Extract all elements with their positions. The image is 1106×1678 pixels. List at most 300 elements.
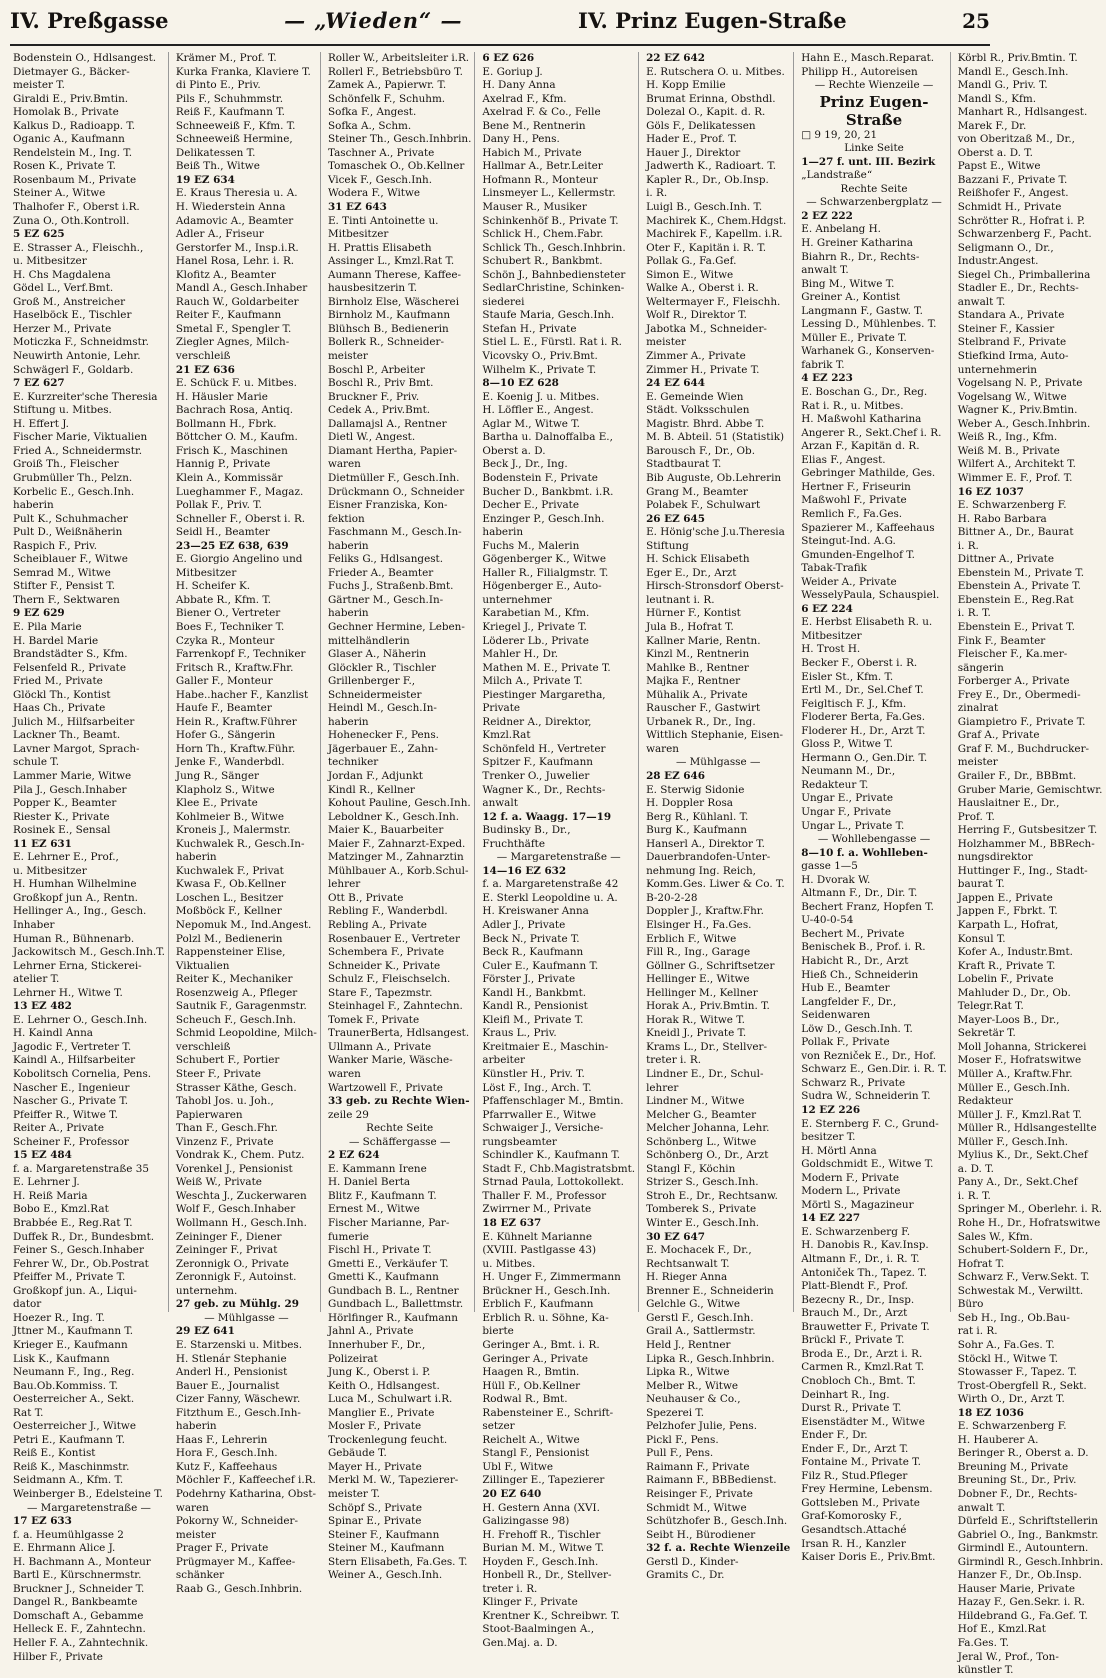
directory-entry: 11 EZ 631 (13, 837, 72, 850)
directory-entry: Stelbrand F., Private (957, 336, 1067, 349)
directory-entry: H. Effert J. (13, 417, 69, 430)
directory-entry: Reiß K., Maschinmstr. (13, 1460, 130, 1473)
directory-entry: verschleiß (175, 1040, 231, 1053)
directory-entry: Machirek F., Kapellm. i.R. (646, 228, 783, 241)
directory-entry: Dietmayer G., Bäcker- (13, 65, 130, 78)
directory-entry: meister T. (327, 1487, 380, 1500)
directory-entry: Schneidermeister (327, 688, 422, 701)
directory-entry: Weiß M. B., Private (957, 444, 1060, 457)
directory-entry: Sudra W., Schneiderin T. (801, 1090, 931, 1103)
directory-column (479, 52, 639, 1649)
directory-entry: Dürfeld E., Schriftstellerin (957, 1515, 1098, 1528)
directory-entry: Schwaiger J., Versiche- (482, 1122, 604, 1135)
directory-entry: Stöckl H., Witwe T. (957, 1352, 1059, 1365)
directory-entry: Neuwirth Antonie, Lehr. (13, 350, 141, 363)
directory-entry: nungsdirektor (957, 851, 1033, 864)
directory-entry: Redakteur T. (801, 778, 869, 791)
directory-entry: E. Sternberg F. C., Grund- (801, 1117, 939, 1130)
directory-entry: Steiner F., Kassier (957, 322, 1055, 335)
directory-entry: Beck N., Private T. (482, 932, 580, 945)
directory-entry: Weiner A., Gesch.Inh. (327, 1569, 443, 1582)
directory-entry: Frey Hermine, Lebensm. (801, 1483, 933, 1496)
directory-entry: 22 EZ 642 (646, 52, 705, 64)
directory-entry: Löderer Lb., Private (482, 634, 589, 647)
directory-entry: arbeiter (482, 1054, 525, 1067)
directory-entry: Hofrat T. (957, 1257, 1005, 1270)
directory-entry: i. R. T. (957, 1189, 991, 1202)
directory-entry: H. Rabo Barbara (957, 512, 1047, 525)
directory-entry: Cizer Fanny, Wäschewr. (175, 1393, 301, 1406)
directory-entry: Moßböck F., Kellner (175, 905, 282, 918)
directory-entry: H. Unger F., Zimmermann (482, 1271, 621, 1284)
directory-entry: Steiner M., Kaufmann (327, 1542, 445, 1555)
directory-entry: Kleifl M., Private T. (482, 1013, 584, 1026)
directory-entry: 26 EZ 645 (646, 512, 705, 525)
directory-entry: Zuna O., Oth.Kontroll. (13, 214, 130, 227)
directory-entry: Bene M., Rentnerin (482, 119, 586, 132)
directory-entry: Schlick Th., Gesch.Inhbrin. (482, 241, 626, 254)
directory-entry: Kraft R., Private T. (957, 959, 1056, 972)
directory-entry: Schönberg O., Dr., Arzt (646, 1149, 769, 1162)
directory-entry: Oberst a. D. (482, 444, 546, 457)
directory-entry: Fehrer W., Dr., Ob.Postrat (13, 1257, 149, 1270)
directory-entry: lehrer (327, 878, 361, 891)
directory-entry: Drückmann O., Schneider (327, 485, 465, 498)
directory-entry: Galizingasse 98) (482, 1515, 570, 1528)
directory-entry: Seidenwaren (801, 1009, 871, 1022)
directory-entry: waren (327, 1068, 361, 1081)
directory-entry: H. Kopp Emilie (646, 79, 726, 92)
directory-entry: Lobelin F., Private (957, 973, 1054, 986)
directory-entry: Bezecny R., Dr., Insp. (801, 1293, 915, 1306)
directory-entry: Bollerk R., Schneider- (327, 336, 445, 349)
directory-entry: H. Greiner Katharina (801, 237, 913, 250)
directory-entry: Großkopf jun A., Rentn. (13, 891, 138, 904)
directory-entry: Kutz F., Kaffeehaus (175, 1460, 278, 1473)
directory-entry: 4 EZ 223 (801, 372, 853, 385)
directory-entry: Klinger F., Private (482, 1596, 578, 1609)
directory-entry: Seidl H., Beamter (175, 526, 270, 539)
directory-entry: Kindl R., Kellner (327, 783, 415, 796)
directory-entry: Thern F., Sektwaren (13, 593, 120, 606)
directory-entry: Jenke F., Wanderbdl. (175, 756, 285, 769)
directory-entry: Rollerl F., Betriebsbüro T. (327, 65, 463, 78)
directory-entry: Weber A., Gesch.Inhbrin. (957, 417, 1091, 430)
directory-entry: Floderer H., Dr., Arzt T. (801, 724, 926, 737)
directory-entry: Pfeiffer R., Witwe T. (13, 1108, 118, 1121)
directory-entry: Kraus L., Priv. (482, 1027, 557, 1040)
directory-entry: Beck R., Kaufmann (482, 946, 584, 959)
directory-entry: Pollak F., Private (801, 1036, 890, 1049)
directory-entry: Spezerei T. (646, 1406, 705, 1419)
directory-entry: Hellinger M., Kellner (646, 986, 758, 999)
directory-entry: H. Chs Magdalena (13, 268, 111, 281)
directory-entry: Breuning St., Dr., Priv. (957, 1474, 1077, 1487)
directory-entry: E. Goriup J. (482, 65, 543, 78)
directory-entry: Anderl H., Pensionist (175, 1366, 288, 1379)
directory-entry: Ziegler Agnes, Milch- (175, 336, 290, 349)
directory-entry: Haller R., Filialgmstr. T. (482, 566, 609, 579)
directory-entry: Ebenstein A., Private T. (957, 580, 1081, 593)
directory-entry: Decher E., Private (482, 499, 579, 512)
directory-entry: Rechte Seite (840, 182, 908, 195)
directory-entry: Pult K., Schuhmacher (13, 512, 128, 525)
directory-entry: 24 EZ 644 (646, 377, 705, 390)
directory-entry: Strizer S., Gesch.Inh. (646, 1176, 759, 1189)
directory-entry: Burg K., Kaufmann (646, 824, 747, 837)
directory-entry: Frey E., Dr., Obermedi- (957, 688, 1081, 701)
directory-entry: Stefan H., Private (482, 322, 577, 335)
directory-entry: 2 EZ 624 (327, 1149, 380, 1162)
directory-entry: — Margaretenstraße — (496, 851, 621, 864)
directory-entry: — Schäffergasse — (348, 1135, 451, 1148)
directory-entry: Rauch W., Goldarbeiter (175, 295, 299, 308)
directory-entry: E. Kurzreiter'sche Theresia (13, 390, 158, 403)
directory-entry: Frieder A., Beamter (327, 566, 434, 579)
directory-entry: Straße (845, 110, 903, 129)
directory-entry: Stoot-Baalmingen A., (482, 1623, 595, 1636)
directory-entry: Fleischer F., Ka.mer- (957, 648, 1068, 661)
directory-entry: Kaindl A., Hilfsarbeiter (13, 1054, 136, 1067)
directory-entry: Fischer Marianne, Par- (327, 1217, 450, 1230)
directory-entry: Mosler F., Private (327, 1420, 422, 1433)
directory-entry: Horn Th., Kraftw.Führ. (175, 742, 296, 755)
directory-entry: Faschmann M., Gesch.In- (327, 526, 462, 539)
directory-entry: — Schwarzenbergplatz — (806, 196, 942, 209)
directory-entry: Gödel L., Verf.Bmt. (13, 282, 114, 295)
directory-entry: Groß M., Anstreicher (13, 295, 126, 308)
directory-entry: Smetal F., Spengler T. (175, 322, 292, 335)
header-district: — „Wieden“ — (284, 8, 463, 33)
directory-entry: H. Wiederstein Anna (175, 201, 286, 214)
directory-entry: Giraldi E., Priv.Bmtin. (13, 92, 129, 105)
directory-entry: i. R. (957, 539, 979, 552)
directory-entry: waren (646, 742, 679, 755)
directory-entry: Boschl P., Arbeiter (327, 363, 425, 376)
directory-entry: Hilber F., Private (13, 1650, 103, 1663)
directory-entry: Hellinger A., Ing., Gesch. (13, 905, 147, 918)
directory-entry: Filz R., Stud.Pfleger (801, 1469, 908, 1482)
directory-entry: Budinsky B., Dr., (482, 824, 571, 837)
directory-entry: hausbesitzerin T. (327, 282, 418, 295)
directory-entry: Thaller F. M., Professor (482, 1189, 607, 1202)
directory-entry: Hoezer R., Ing. T. (13, 1311, 105, 1324)
directory-entry: Bittner A., Dr., Baurat (957, 526, 1074, 539)
directory-entry: Ebenstein E., Privat T. (957, 620, 1075, 633)
directory-entry: unternehm. (175, 1284, 238, 1297)
directory-entry: Private (482, 702, 521, 715)
directory-entry: Brabbée E., Reg.Rat T. (13, 1217, 133, 1230)
directory-entry: Wartzowell F., Private (327, 1081, 443, 1094)
directory-entry: Spitzer F., Kaufmann (482, 756, 593, 769)
directory-entry: Stiel L. E., Fürstl. Rat i. R. (482, 336, 622, 349)
directory-entry: Kneidl J., Private T. (646, 1027, 747, 1040)
directory-entry: Vinzenz F., Private (175, 1135, 274, 1148)
directory-entry: 33 geb. zu Rechte Wien- (327, 1095, 470, 1108)
directory-entry: Ertl M., Dr., Sel.Chef T. (801, 684, 924, 697)
directory-entry: Kinzl M., Rentnerin (646, 648, 750, 661)
directory-entry: waren (175, 1501, 209, 1514)
directory-entry: Dany H., Pens. (482, 133, 560, 146)
directory-entry: Luca M., Schulwart i.R. (327, 1393, 453, 1406)
directory-entry: baurat T. (957, 878, 1005, 891)
directory-entry: 13 EZ 482 (13, 1000, 72, 1013)
directory-entry: Oganic A., Kaufmann (13, 133, 125, 146)
directory-entry: 6 EZ 224 (801, 602, 853, 615)
directory-entry: Stadtbaurat T. (646, 458, 722, 471)
directory-entry: Springer M., Oberlehr. i. R. (957, 1203, 1103, 1216)
directory-entry: Jackowitsch M., Gesch.Inh.T. (13, 946, 165, 959)
directory-entry: Altmann F., Dr., i. R. T. (801, 1253, 920, 1266)
directory-entry: Podehrny Katharina, Obst- (175, 1487, 317, 1500)
directory-entry: 16 EZ 1037 (957, 485, 1024, 498)
directory-entry: E. Sterkl Leopoldine u. A. (482, 891, 618, 904)
directory-entry: Rebling F., Wanderbdl. (327, 905, 448, 918)
directory-entry: meister (175, 1528, 216, 1541)
directory-entry: H. Dany Anna (482, 79, 556, 92)
directory-entry: nehmung Ing. Reich, (646, 864, 756, 877)
directory-entry: Schönfelk F., Schuhm. (327, 92, 446, 105)
directory-entry: Löst F., Ing., Arch. T. (482, 1081, 592, 1094)
directory-entry: Stiftung u. Mitbes. (13, 404, 112, 417)
directory-entry: Moll Johanna, Strickerei (957, 1040, 1087, 1053)
directory-entry: Rebling A., Private (327, 919, 427, 931)
directory-entry: Frisch K., Maschinen (175, 444, 288, 457)
directory-entry: Ungar F., Private (801, 805, 891, 818)
directory-entry: U-40-0-54 (801, 914, 854, 927)
directory-entry: Prügmayer M., Kaffee- (175, 1555, 296, 1568)
directory-entry: Schmidt H., Private (957, 201, 1062, 214)
directory-entry: Bechert Franz, Hopfen T. (801, 900, 934, 913)
directory-entry: Gerstl F., Gesch.Inh. (646, 1311, 754, 1324)
directory-entry: Rosen K., Private T. (13, 160, 116, 173)
directory-entry: Schrötter R., Hofrat i. P. (957, 214, 1086, 227)
directory-entry: Girmindl R., Gesch.Inhbrin. (957, 1555, 1104, 1568)
directory-entry: Gerstorfer M., Insp.i.R. (175, 241, 299, 254)
directory-entry: Weinberger B., Edelsteine T. (13, 1487, 163, 1500)
directory-entry: Hohenecker F., Pens. (327, 729, 439, 742)
directory-entry: Löw D., Gesch.Inh. T. (801, 1022, 913, 1035)
directory-entry: fabrik T. (801, 358, 845, 371)
directory-entry: Helleck E. F., Zahntechn. (13, 1623, 146, 1636)
directory-entry: Doppler J., Kraftw.Fhr. (646, 905, 764, 918)
directory-entry: 17 EZ 633 (13, 1515, 72, 1528)
directory-entry: Kohout Pauline, Gesch.Inh. (327, 797, 471, 810)
directory-entry: u. Mitbesitzer (13, 255, 87, 268)
directory-entry: 14 EZ 227 (801, 1212, 861, 1225)
directory-entry: Oter F., Kapitän i. R. T. (646, 241, 767, 254)
directory-entry: Stadler E., Dr., Rechts- (957, 282, 1079, 295)
directory-entry: H. Scheifer K. (175, 580, 251, 593)
directory-entry: Bartl E., Kürschnermstr. (13, 1569, 142, 1582)
directory-entry: Brückner H., Gesch.Inh. (482, 1284, 611, 1297)
directory-entry: 27 geb. zu Mühlg. 29 (175, 1298, 299, 1311)
directory-entry: Dittner A., Private (957, 553, 1054, 566)
directory-entry: Polabek F., Schulwart (646, 499, 761, 512)
directory-entry: von Rezniček E., Dr., Hof. (801, 1049, 937, 1062)
directory-entry: Graf A., Private (957, 729, 1040, 742)
directory-entry: Durst R., Private T. (801, 1402, 902, 1415)
directory-entry: Magistr. Bhrd. Abbe T. (646, 417, 765, 430)
directory-entry: Vicovsky O., Priv.Bmt. (482, 350, 598, 363)
directory-entry: E. Lehrner O., Gesch.Inh. (13, 1013, 148, 1026)
directory-entry: Jordan F., Adjunkt (327, 769, 423, 782)
directory-entry: E. Kammann Irene (327, 1162, 427, 1175)
directory-entry: Zeronnigk O., Private (175, 1257, 289, 1270)
directory-entry: Glöckler R., Tischler (327, 661, 436, 674)
directory-entry: rungsbeamter (482, 1135, 557, 1148)
directory-entry: Modern F., Private (801, 1171, 900, 1184)
directory-entry: Bing M., Witwe T. (801, 277, 895, 290)
directory-entry: H. Häusler Marie (175, 390, 268, 403)
directory-entry: Arzan F., Kapitän d. R. (801, 440, 920, 453)
directory-entry: Brauch M., Dr., Arzt (801, 1307, 908, 1320)
directory-entry: Melcher G., Beamter (646, 1108, 757, 1121)
directory-entry: Körbl R., Priv.Bmtin. T. (957, 52, 1078, 64)
directory-entry: Pelzhofer Julie, Pens. (646, 1420, 758, 1433)
directory-entry: Taschner A., Private (327, 146, 435, 159)
directory-entry: Feliks G., Hdlsangest. (327, 553, 444, 566)
directory-entry: Prager F., Private (175, 1542, 269, 1555)
directory-entry: — Margaretenstraße — (26, 1501, 151, 1514)
directory-entry: Ullmann A., Private (327, 1040, 432, 1053)
directory-entry: Strasser Käthe, Gesch. (175, 1081, 297, 1094)
directory-entry: 23—25 EZ 638, 639 (175, 539, 289, 552)
directory-entry: Schönfeld H., Vertreter (482, 742, 606, 755)
directory-entry: gasse 1—5 (801, 860, 858, 873)
directory-entry: Czyka R., Monteur (175, 634, 275, 647)
directory-entry: Großkopf jun. A., Liqui- (13, 1284, 137, 1297)
directory-entry: Lehrner H., Witwe T. (13, 986, 123, 999)
directory-entry: Müller E., Private T. (801, 331, 907, 344)
directory-entry: Lisk K., Kaufmann (13, 1352, 110, 1365)
directory-entry: i. R. T. (957, 607, 991, 620)
page-header (10, 8, 990, 46)
directory-entry: 12 EZ 226 (801, 1104, 861, 1117)
directory-entry: Simon E., Witwe (646, 268, 734, 281)
directory-entry: fumerie (327, 1230, 369, 1243)
directory-entry: Grail A., Sattlermstr. (646, 1325, 756, 1338)
directory-entry: Polzl M., Bedienerin (175, 932, 283, 945)
directory-entry: techniker (327, 756, 379, 769)
directory-entry: Reiter F., Kaufmann (175, 309, 282, 322)
directory-entry: Kofer A., Industr.Bmt. (957, 946, 1073, 959)
directory-entry: Hazay F., Gen.Sekr. i. R. (957, 1596, 1085, 1609)
directory-entry: Rosenzweig A., Pfleger (175, 986, 298, 999)
directory-entry: Haas Ch., Private (13, 702, 106, 715)
directory-entry: Seligmann O., Dr., (957, 241, 1054, 254)
directory-entry: haberin (327, 539, 369, 552)
directory-entry: — Wohllebengasse — (817, 833, 931, 846)
directory-entry: sängerin (957, 661, 1004, 674)
directory-entry: anwalt T. (801, 264, 849, 277)
directory-entry: Hürner F., Kontist (646, 607, 741, 620)
directory-entry: Gen.Maj. a. D. (482, 1636, 558, 1649)
directory-entry: Stare F., Tapezmstr. (327, 986, 433, 999)
directory-entry: Hanserl A., Direktor T. (646, 837, 765, 850)
directory-entry: Mitbesitzer (175, 566, 237, 579)
directory-entry: H. Rieger Anna (646, 1271, 728, 1284)
directory-entry: Wolf F., Gesch.Inhaber (175, 1203, 296, 1216)
directory-entry: Karabetian M., Kfm. (482, 607, 590, 620)
directory-entry: Bruckner J., Schneider T. (13, 1582, 145, 1595)
directory-entry: Remlich F., Fa.Ges. (801, 507, 903, 520)
directory-entry: Mitbesitzer (327, 228, 389, 241)
directory-entry: f. a. Margaretenstraße 42 (482, 878, 619, 891)
directory-entry: Nascher G., Private T. (13, 1095, 129, 1108)
directory-entry: Langmann F., Gastw. T. (801, 304, 923, 317)
directory-entry: Scheiner F., Professor (13, 1135, 129, 1148)
directory-entry: haberin (175, 851, 217, 864)
directory-entry: Julich M., Hilfsarbeiter (13, 715, 135, 728)
directory-entry: Sofka F., Angest. (327, 106, 417, 119)
directory-entry: Girmindl E., Autountern. (957, 1542, 1089, 1555)
directory-entry: Rat T. (13, 1406, 44, 1419)
directory-entry: zeile 29 (327, 1108, 369, 1121)
directory-entry: Tomek F., Private (327, 1013, 420, 1026)
directory-entry: Fischer Marie, Viktualien (13, 431, 148, 444)
directory-entry: Linsmeyer L., Kellermstr. (482, 187, 616, 200)
directory-entry: Zeininger F., Privat (175, 1244, 278, 1257)
directory-entry: Hellinger E., Witwe (646, 973, 750, 986)
directory-entry: Fruchthäfte (482, 837, 546, 850)
directory-entry: 18 EZ 637 (482, 1217, 542, 1230)
directory-entry: Hahn E., Masch.Reparat. (801, 52, 935, 64)
directory-entry: Krams L., Dr., Stellver- (646, 1040, 767, 1053)
directory-entry: Mylius K., Dr., Sekt.Chef (957, 1149, 1088, 1162)
directory-entry: Gloss P., Witwe T. (801, 738, 893, 751)
directory-entry: Steer F., Private (175, 1068, 261, 1081)
directory-entry: Altmann F., Dr., Dir. T. (801, 887, 918, 900)
directory-entry: Schwarz R., Private (801, 1076, 906, 1089)
directory-entry: Hoyden F., Gesch.Inh. (482, 1555, 599, 1568)
directory-entry: Hieß Ch., Schneiderin (801, 968, 919, 981)
directory-entry: Boschl R., Priv Bmt. (327, 377, 434, 390)
directory-entry: H. Daniel Berta (327, 1176, 411, 1189)
directory-entry: setzer (482, 1420, 515, 1433)
directory-entry: Matzinger M., Zahnarztin (327, 851, 464, 864)
directory-entry: Zwirrner M., Private (482, 1203, 592, 1216)
directory-entry: E. Giorgio Angelino und (175, 553, 303, 566)
directory-entry: Dauerbrandofen-Unter- (646, 851, 771, 864)
directory-entry: Büro (957, 1298, 984, 1311)
directory-entry: 20 EZ 640 (482, 1487, 542, 1500)
directory-entry: Ender F., Dr., Arzt T. (801, 1442, 909, 1455)
directory-entry: Ott B., Private (327, 891, 404, 904)
directory-entry: Rosenbauer E., Vertreter (327, 932, 460, 945)
directory-entry: Petri E., Kaufmann T. (13, 1433, 125, 1446)
directory-entry: Schembera F., Private (327, 946, 445, 959)
directory-entry: Hofmann R., Monteur (482, 173, 598, 186)
directory-entry: E. Kraus Theresia u. A. (175, 187, 298, 200)
directory-entry: Wodera F., Witwe (327, 187, 420, 200)
directory-entry: di Pinto E., Priv. (175, 79, 261, 92)
directory-entry: unternehmerin (957, 363, 1037, 376)
directory-entry: Hanel Rosa, Lehr. i. R. (175, 255, 295, 268)
directory-entry: Lammer Marie, Witwe (13, 769, 132, 782)
directory-entry: E. Lehrner J. (13, 1176, 80, 1189)
directory-entry: Neumann F., Ing., Reg. (13, 1366, 135, 1379)
directory-entry: E. Schwarzenberg F. (957, 1420, 1067, 1433)
directory-entry: Human R., Bühnenarb. (13, 932, 135, 945)
directory-entry: Rechte Seite (366, 1122, 434, 1135)
directory-entry: Horak A., Priv.Bmtin. T. (646, 1000, 770, 1013)
directory-entry: Held J., Rentner (646, 1338, 731, 1351)
directory-entry: Eisler St., Kfm. T. (801, 670, 894, 683)
directory-column (955, 52, 1106, 1677)
directory-entry: Gmetti K., Kaufmann (327, 1271, 439, 1284)
directory-entry: H. Mörtl Anna (801, 1144, 877, 1157)
